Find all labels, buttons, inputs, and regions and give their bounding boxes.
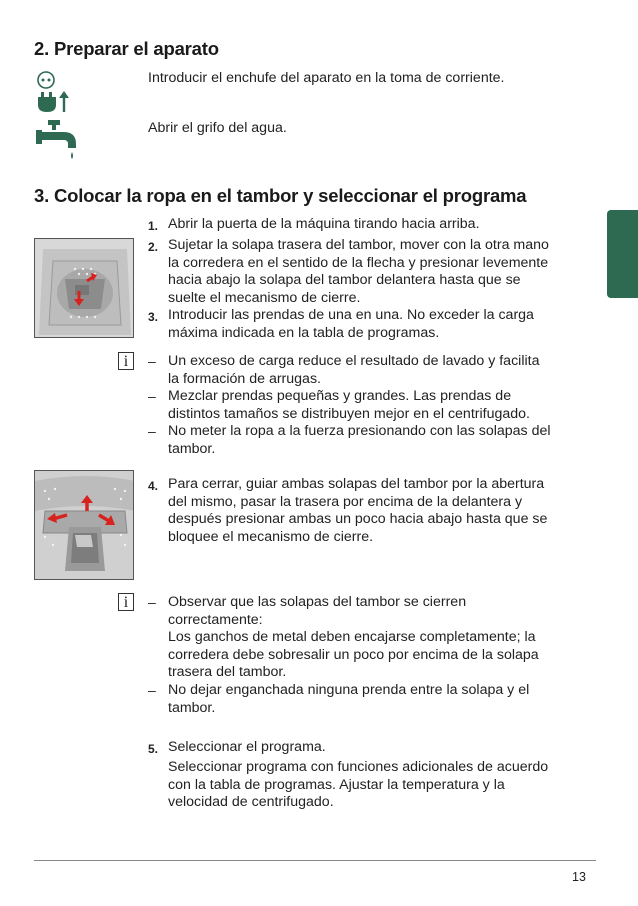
drum-closing-photo (34, 470, 134, 580)
step-number: 3. (148, 310, 159, 324)
step-number: 1. (148, 219, 159, 233)
step-2-line: Sujetar la solapa trasera del tambor, mover con la otra mano (168, 237, 549, 253)
info-2-line: tambor. (168, 699, 216, 716)
step-number: 2. (148, 240, 159, 254)
bullet-dash: – (148, 594, 156, 610)
info-icon: i (118, 352, 134, 370)
step-5-line: Seleccionar programa con funciones adicionales de acuerdo (168, 759, 549, 775)
tap-step-text: Abrir el grifo del agua. (148, 120, 287, 136)
step-3-line: máxima indicada en la tabla de programas. (168, 324, 440, 341)
info-1-line: la formación de arrugas. (168, 370, 321, 387)
info-2-line: corredera debe sobresalir un poco por encima de la solapa (168, 646, 539, 663)
step-number: 4. (148, 479, 159, 493)
step-4-line: bloquee el mecanismo de cierre. (168, 528, 374, 545)
step-4-line: del mismo, pasar la trasera por encima de la delantera y (168, 493, 523, 510)
step-2-line: la corredera en el sentido de la flecha y presionar levemente (168, 254, 549, 271)
info-2-line: Observar que las solapas del tambor se cierren (168, 594, 467, 610)
bullet-dash: – (148, 388, 156, 404)
info-1-line: No meter la ropa a la fuerza presionando con las solapas del (168, 423, 551, 439)
page-number: 13 (572, 870, 586, 884)
info-1-line: tambor. (168, 440, 216, 457)
info-2-line: trasera del tambor. (168, 664, 287, 680)
info-2-line: correctamente: (168, 611, 263, 628)
bullet-dash: – (148, 353, 156, 369)
plug-icon (34, 70, 78, 114)
info-2-line: Los ganchos de metal deben encajarse completamente; la (168, 629, 536, 645)
step-number: 5. (148, 742, 159, 756)
section-2-heading: 2. Preparar el aparato (34, 38, 219, 59)
step-2-line: suelte el mecanismo de cierre. (168, 289, 361, 306)
info-1-line: Mezclar prendas pequeñas y grandes. Las prendas de (168, 388, 512, 404)
section-3-heading: 3. Colocar la ropa en el tambor y seleccionar el programa (34, 185, 527, 206)
step-4-line: Para cerrar, guiar ambas solapas del tambor por la abertura (168, 476, 545, 492)
step-2-line: hacia abajo la solapa del tambor delantera hasta que se (168, 272, 521, 288)
bullet-dash: – (148, 682, 156, 698)
info-1-line: Un exceso de carga reduce el resultado de lavado y facilita (168, 353, 540, 369)
step-3-line: Introducir las prendas de una en una. No exceder la carga (168, 307, 534, 323)
step-1-line: Abrir la puerta de la máquina tirando hacia arriba. (168, 216, 480, 232)
step-4-line: después presionar ambas un poco hacia abajo hasta que se (168, 511, 548, 527)
info-1-line: distintos tamaños se distribuyen mejor en el centrifugado. (168, 405, 530, 422)
info-icon: i (118, 593, 134, 611)
info-2-line: No dejar enganchada ninguna prenda entre la solapa y el (168, 682, 530, 698)
step-5-line: Seleccionar el programa. (168, 739, 326, 755)
footer-divider (34, 860, 596, 861)
bullet-dash: – (148, 423, 156, 439)
section-tab-marker (607, 210, 638, 298)
water-tap-icon (34, 118, 82, 162)
step-5-line: velocidad de centrifugado. (168, 794, 334, 810)
plug-step-text: Introducir el enchufe del aparato en la toma de corriente. (148, 70, 505, 86)
drum-flap-photo (34, 238, 134, 338)
step-5-line: con la tabla de programas. Ajustar la temperatura y la (168, 776, 505, 793)
